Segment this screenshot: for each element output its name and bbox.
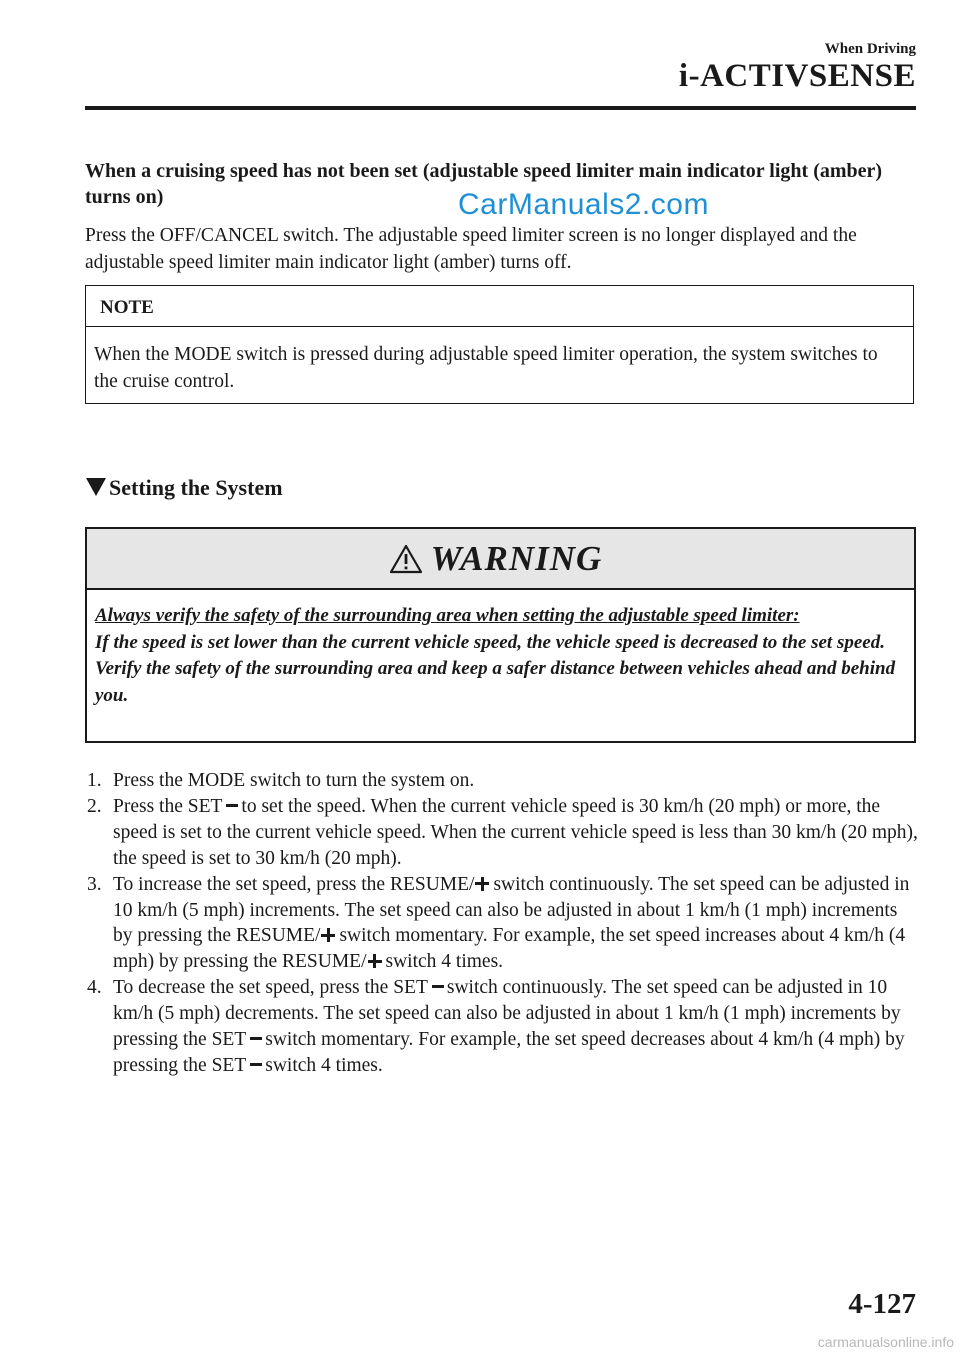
minus-icon [250, 1037, 262, 1040]
note-text: When the MODE switch is pressed during adjustable speed limiter operation, the system switches to the cruise control. [94, 344, 878, 392]
page-header [679, 40, 916, 94]
section-name: When Driving [824, 41, 916, 57]
warning-label: WARNING [430, 538, 603, 578]
warning-text [87, 590, 914, 709]
subheading: When a cruising speed has not been set (adjustable speed limiter main indicator light (amber) turns on) [85, 160, 883, 208]
list-item: 1. Press the MODE switch to turn the system on. [87, 770, 475, 791]
warning-box [85, 527, 916, 743]
body-paragraph: Press the OFF/CANCEL switch. The adjustable speed limiter screen is no longer displayed and the adjustable speed limiter main indicator light (amber) turns off. [85, 225, 857, 273]
section-title-text: Setting the System [109, 475, 283, 500]
plus-icon [475, 877, 489, 891]
note-label: NOTE [86, 286, 913, 327]
minus-icon [432, 985, 444, 988]
section-title [86, 474, 283, 502]
chapter-title: i-ACTIVSENSE [678, 58, 916, 94]
warning-detail: If the speed is set lower than the current vehicle speed, the vehicle speed is decreased to the set speed. Verify the safety of the surrounding area and keep a safer distance between vehicles ahead and behind you. [95, 631, 896, 706]
list-item: 4. To decrease the set speed, press the SET switch continuously. The set speed can be adjusted in 10 km/h (5 mph) decrements. The set speed can also be adjusted in about 1 km/h (1 mph) increments by pressing the SET switch momentary. For example, the set speed decreases about 4 km/h (4 mph) by pressing the SET switch 4 times. [87, 977, 905, 1076]
warning-triangle-icon [389, 544, 423, 574]
note-box [85, 285, 914, 404]
plus-icon [368, 954, 382, 968]
watermark: CarManuals2.com [458, 188, 709, 221]
steps-list [85, 768, 920, 1079]
header-rule [85, 106, 916, 110]
minus-icon [226, 804, 238, 807]
footer-watermark: carmanualsonline.info [817, 1334, 954, 1350]
page-number: 4-127 [848, 1288, 916, 1320]
warning-lead: Always verify the safety of the surrounding area when setting the adjustable speed limiter: [95, 605, 800, 626]
list-item: 3. To increase the set speed, press the RESUME/ switch continuously. The set speed can be adjusted in 10 km/h (5 mph) increments. The set speed can also be adjusted in about 1 km/h (1 mph) increments by pressing the RESUME/ switch momentary. For example, the set speed increases about 4 km/h (4 mph) by pressing the RESUME/ switch 4 times. [87, 873, 910, 973]
triangle-bullet-icon [86, 478, 106, 496]
plus-icon [321, 928, 335, 942]
warning-header [87, 529, 914, 590]
list-item: 2. Press the SET to set the speed. When the current vehicle speed is 30 km/h (20 mph) or more, the speed is set to the current vehicle speed. When the current vehicle speed is less than 30 km/h (20 mph), the speed is set to 30 km/h (20 mph). [87, 795, 918, 869]
minus-icon [250, 1063, 262, 1066]
